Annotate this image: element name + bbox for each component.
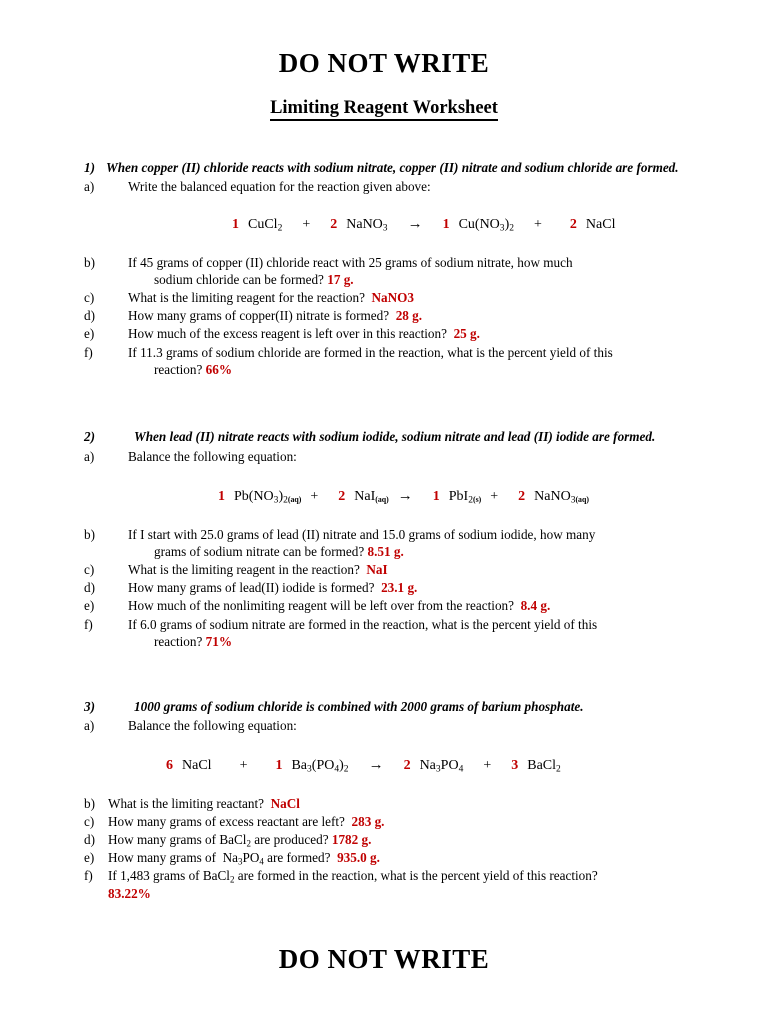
part-letter: a) xyxy=(84,178,95,194)
part-text-line1: How many grams of copper(II) nitrate is formed? xyxy=(128,308,390,324)
part-text-line1: How many grams of lead(II) iodide is formed? xyxy=(128,580,375,596)
question-3-part-f xyxy=(84,867,684,901)
coefficient: 2 xyxy=(338,489,346,505)
question-block-3 xyxy=(84,699,684,902)
part-text-line1: What is the limiting reagent in the reaction? xyxy=(128,562,360,578)
part-text-line1: If I start with 25.0 grams of lead (II) nitrate and 15.0 grams of sodium iodide, how many xyxy=(128,526,596,542)
part-letter: b) xyxy=(84,795,95,811)
state-label: (s) xyxy=(472,495,482,505)
worksheet-subtitle xyxy=(0,98,768,119)
part-letter: f) xyxy=(84,868,93,884)
part-text xyxy=(108,795,684,812)
question-3-stem-text: 1000 grams of sodium chloride is combined with 2000 grams of barium phosphate. xyxy=(134,699,584,714)
question-3-number: 3) xyxy=(84,699,95,714)
question-block-2 xyxy=(84,429,684,650)
part-letter: f) xyxy=(84,616,93,632)
state-label: (aq) xyxy=(287,495,302,505)
balanced-equation-3: 6 NaCl + 1 $Ba_3(PO_4)_2 \to 2$ $Na_3PO_4 + 3$ BaCl$_2$ xyxy=(166,757,561,775)
question-3-part-d xyxy=(84,831,684,848)
question-1-part-a xyxy=(84,178,684,195)
question-2-part-a xyxy=(84,448,684,465)
answer-value: 25 g. xyxy=(453,326,480,342)
coefficient: 6 xyxy=(166,758,173,774)
question-1-stem-text: When copper (II) chloride reacts with sodium nitrate, copper (II) nitrate and sodium chloride are formed. xyxy=(106,160,679,175)
answer-value: NaI xyxy=(366,562,388,578)
part-text-line1: How much of the excess reagent is left over in this reaction? xyxy=(128,326,447,342)
question-2-stem xyxy=(84,429,684,446)
part-letter: d) xyxy=(84,580,95,596)
part-text-line2: reaction? xyxy=(154,361,203,377)
state-label: (aq) xyxy=(375,495,389,505)
part-letter: a) xyxy=(84,717,95,733)
coefficient: 2 xyxy=(569,217,577,233)
reaction-arrow-icon: → xyxy=(368,757,384,774)
balanced-equation-1: 1 CuCl$_2$ + 2 NaNO$_3$ → 1 $Cu(NO_3)_2 + 2$ NaCl xyxy=(232,216,616,234)
part-text-line1: What is the limiting reagent for the reaction? xyxy=(128,290,365,306)
answer-value: 28 g. xyxy=(395,308,423,324)
question-1-part-e xyxy=(84,325,684,342)
coefficient: 2 xyxy=(518,489,526,505)
part-text: If 1,483 grams of BaCl$_2$ are formed in the reaction, what is the percent yield of this reaction? 83.22% xyxy=(108,868,598,901)
part-text-line2: grams of sodium nitrate can be formed? xyxy=(154,544,365,559)
page-title-bottom: DO NOT WRITE xyxy=(278,944,490,974)
coefficient: 2 xyxy=(403,758,411,774)
part-text: Balance the following equation: xyxy=(128,717,297,733)
question-3-part-c xyxy=(84,813,684,830)
worksheet-subtitle-text: Limiting Reagent Worksheet xyxy=(270,98,498,121)
part-text xyxy=(128,597,684,614)
state-label: (aq) xyxy=(575,495,589,505)
coefficient: 1 xyxy=(442,217,450,233)
question-1-part-c xyxy=(84,289,684,306)
part-letter: e) xyxy=(84,850,95,866)
balanced-equation-2: 1 $Pb(NO_3)_{2(aq)} + 2$ NaI$_{(aq)}$ → 1 PbI$_{2(s)}$ + 2 NaNO$_{3(aq)}$ xyxy=(218,488,589,506)
part-text xyxy=(128,526,684,560)
part-letter: c) xyxy=(84,290,95,306)
part-text-line1: If 6.0 grams of sodium nitrate are formed in the reaction, what is the percent yield of this xyxy=(128,616,598,632)
part-text xyxy=(128,561,684,578)
part-text: How many grams of $Na_3PO_4$ are formed? 935.0 g. xyxy=(108,850,380,867)
question-1-stem xyxy=(84,160,684,177)
question-2-number: 2) xyxy=(84,429,95,444)
part-letter: d) xyxy=(84,308,95,324)
part-text xyxy=(128,307,684,324)
part-text xyxy=(128,325,684,342)
question-1-part-d xyxy=(84,307,684,324)
part-text xyxy=(128,289,684,306)
part-text-line1: What is the limiting reactant? xyxy=(108,795,264,811)
part-text: How many grams of BaCl$_2$ are produced? 1782 g. xyxy=(108,832,372,849)
question-3-stem xyxy=(84,699,684,716)
part-text: Balance the following equation: xyxy=(128,448,297,464)
page-title-top: DO NOT WRITE xyxy=(278,48,490,78)
part-text-line1: If 11.3 grams of sodium chloride are formed in the reaction, what is the percent yield of this xyxy=(128,344,613,360)
coefficient: 1 xyxy=(218,489,225,505)
part-text-line1: How much of the nonlimiting reagent will be left over from the reaction? xyxy=(128,598,514,614)
answer-value: 66% xyxy=(205,361,232,377)
question-3-part-e xyxy=(84,849,684,866)
question-block-1 xyxy=(84,160,684,378)
question-3-part-a xyxy=(84,717,684,734)
reaction-arrow-icon: → xyxy=(407,216,423,233)
part-letter: c) xyxy=(84,814,95,829)
part-letter: c) xyxy=(84,562,95,578)
question-2-part-f xyxy=(84,616,684,650)
answer-value: 83.22% xyxy=(108,885,151,901)
part-letter: e) xyxy=(84,598,95,614)
answer-value: 1782 g. xyxy=(331,832,372,848)
part-text-line1: How many grams of excess reactant are left? xyxy=(108,814,345,829)
part-text xyxy=(128,254,684,288)
part-letter: a) xyxy=(84,448,95,464)
answer-value: 8.4 g. xyxy=(520,598,551,614)
answer-value: NaNO3 xyxy=(371,290,415,306)
coefficient: 1 xyxy=(232,217,239,233)
question-1-part-b xyxy=(84,254,684,288)
part-text xyxy=(108,813,684,830)
question-2-part-b xyxy=(84,526,684,560)
part-letter: b) xyxy=(84,254,95,270)
part-text-line2: sodium chloride can be formed? xyxy=(154,272,324,287)
answer-value: 17 g. xyxy=(327,272,354,287)
part-text xyxy=(128,616,684,650)
part-text xyxy=(128,579,684,596)
answer-value: 8.51 g. xyxy=(367,544,404,559)
part-text-line1: If 45 grams of copper (II) chloride react with 25 grams of sodium nitrate, how much xyxy=(128,254,573,270)
answer-value: NaCl xyxy=(270,795,300,811)
coefficient: 1 xyxy=(432,489,440,505)
reaction-arrow-icon: → xyxy=(397,488,413,505)
question-1-number: 1) xyxy=(84,160,95,175)
part-text: Write the balanced equation for the reaction given above: xyxy=(128,178,431,194)
part-letter: b) xyxy=(84,526,95,542)
answer-value: 283 g. xyxy=(351,814,385,829)
question-3-part-b xyxy=(84,795,684,812)
question-2-stem-text: When lead (II) nitrate reacts with sodium iodide, sodium nitrate and lead (II) iodide are formed. xyxy=(134,429,656,444)
part-letter: f) xyxy=(84,344,93,360)
question-1-part-f xyxy=(84,344,684,378)
answer-value: 935.0 g. xyxy=(337,850,380,866)
coefficient: 3 xyxy=(511,758,519,774)
question-2-part-c xyxy=(84,561,684,578)
part-text-line2: reaction? xyxy=(154,633,203,649)
part-letter: d) xyxy=(84,832,95,848)
part-text xyxy=(128,344,684,378)
answer-value: 71% xyxy=(205,633,232,649)
question-2-part-d xyxy=(84,579,684,596)
question-2-part-e xyxy=(84,597,684,614)
answer-value: 23.1 g. xyxy=(381,580,418,596)
coefficient: 2 xyxy=(330,217,338,233)
part-letter: e) xyxy=(84,326,95,342)
coefficient: 1 xyxy=(275,758,283,774)
